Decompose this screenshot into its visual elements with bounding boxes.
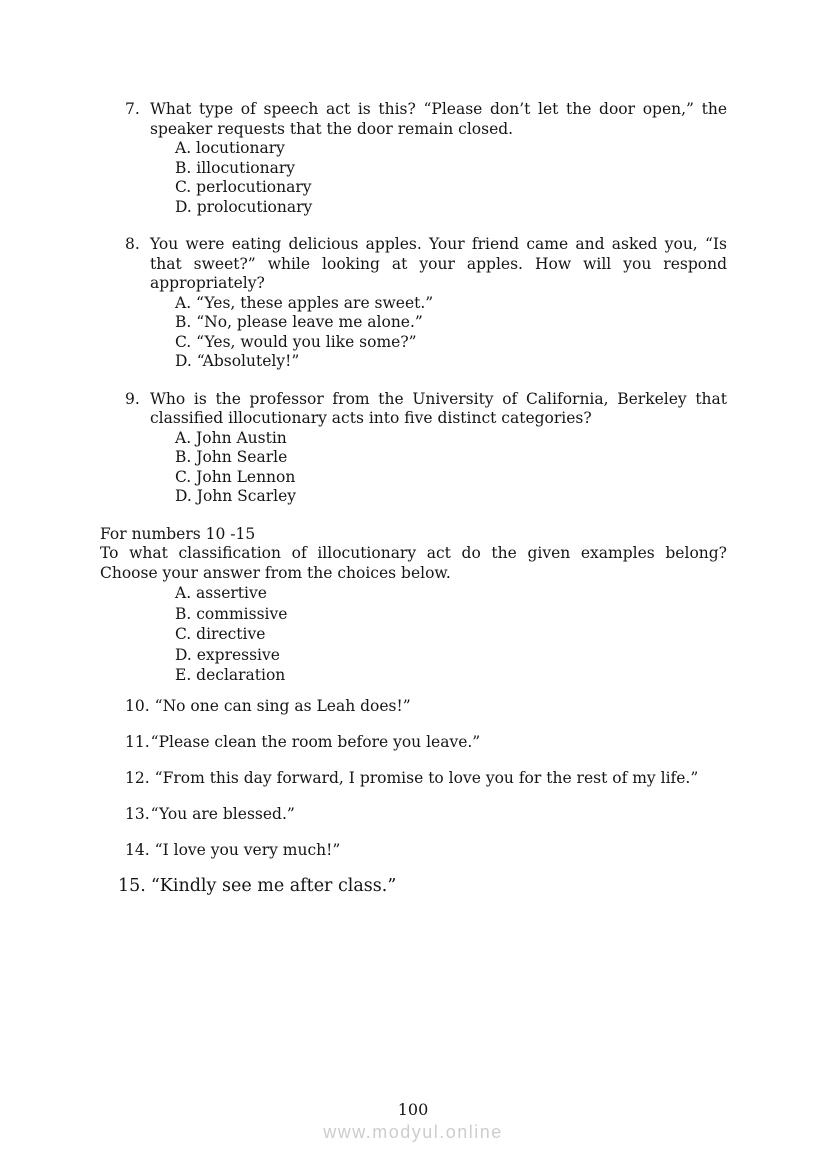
question-text: Who is the professor from the University of California, Berkeley that classified illocutionary acts into five distinct categories? bbox=[150, 389, 727, 427]
option-a: A. “Yes, these apples are sweet.” bbox=[175, 293, 434, 312]
option-d: D. prolocutionary bbox=[175, 197, 313, 216]
question-options bbox=[150, 294, 727, 372]
item-12 bbox=[125, 769, 727, 789]
question-body bbox=[150, 235, 727, 372]
option-a: A. locutionary bbox=[175, 139, 285, 157]
item-number: 10. bbox=[125, 696, 150, 715]
option-b: B. John Searle bbox=[175, 448, 288, 466]
page-number: 100 bbox=[397, 1100, 429, 1119]
item-text: “No one can sing as Leah does!” bbox=[154, 696, 411, 715]
item-number: 14. bbox=[125, 840, 150, 859]
items-list bbox=[100, 697, 727, 897]
option-d: D. John Scarley bbox=[175, 487, 297, 505]
question-9 bbox=[125, 390, 727, 507]
watermark-text: www.modyul.online bbox=[323, 1122, 503, 1142]
section-10-15 bbox=[100, 525, 727, 686]
item-text: “I love you very much!” bbox=[154, 840, 341, 859]
item-14 bbox=[125, 841, 727, 861]
section-choices bbox=[100, 583, 727, 686]
question-number: 9. bbox=[125, 389, 140, 408]
question-body bbox=[150, 390, 727, 507]
question-7 bbox=[125, 100, 727, 217]
question-text: You were eating delicious apples. Your friend came and asked you, “Is that sweet?” while looking at your apples. How will you respond appropriately? bbox=[150, 235, 727, 292]
question-number: 7. bbox=[125, 100, 140, 118]
option-d: D. “Absolutely!” bbox=[175, 352, 300, 370]
item-number: 12. bbox=[125, 768, 150, 787]
item-15 bbox=[118, 877, 727, 897]
choice-a: A. assertive bbox=[175, 584, 267, 602]
option-b: B. illocutionary bbox=[175, 158, 296, 177]
choice-e: E. declaration bbox=[175, 666, 286, 684]
question-options bbox=[150, 429, 727, 507]
question-text: What type of speech act is this? “Please don’t let the door open,” the speaker requests that the door remain closed. bbox=[150, 100, 727, 138]
question-8 bbox=[125, 235, 727, 372]
page-content bbox=[100, 100, 727, 896]
section-intro: To what classification of illocutionary act do the given examples belong? Choose your answer from the choices below. bbox=[100, 544, 727, 582]
item-number: 11. bbox=[125, 732, 150, 751]
item-text: “From this day forward, I promise to love you for the rest of my life.” bbox=[154, 768, 699, 787]
choice-b: B. commissive bbox=[175, 604, 288, 623]
item-13 bbox=[125, 805, 727, 825]
option-c: C. perlocutionary bbox=[175, 178, 312, 196]
item-text: “You are blessed.” bbox=[150, 804, 295, 823]
option-b: B. “No, please leave me alone.” bbox=[175, 313, 423, 331]
option-c: C. John Lennon bbox=[175, 467, 296, 486]
question-number: 8. bbox=[125, 235, 140, 253]
item-11 bbox=[125, 733, 727, 753]
item-text: “Kindly see me after class.” bbox=[150, 875, 397, 896]
item-10 bbox=[125, 697, 727, 717]
item-number: 15. bbox=[118, 875, 146, 896]
choice-d: D. expressive bbox=[175, 645, 280, 664]
option-c: C. “Yes, would you like some?” bbox=[175, 332, 417, 351]
question-options bbox=[150, 139, 727, 217]
question-body bbox=[150, 100, 727, 217]
item-number: 13. bbox=[125, 804, 150, 823]
section-heading: For numbers 10 -15 bbox=[100, 524, 256, 543]
option-a: A. John Austin bbox=[175, 428, 287, 447]
choice-c: C. directive bbox=[175, 625, 266, 643]
item-text: “Please clean the room before you leave.” bbox=[150, 732, 481, 751]
